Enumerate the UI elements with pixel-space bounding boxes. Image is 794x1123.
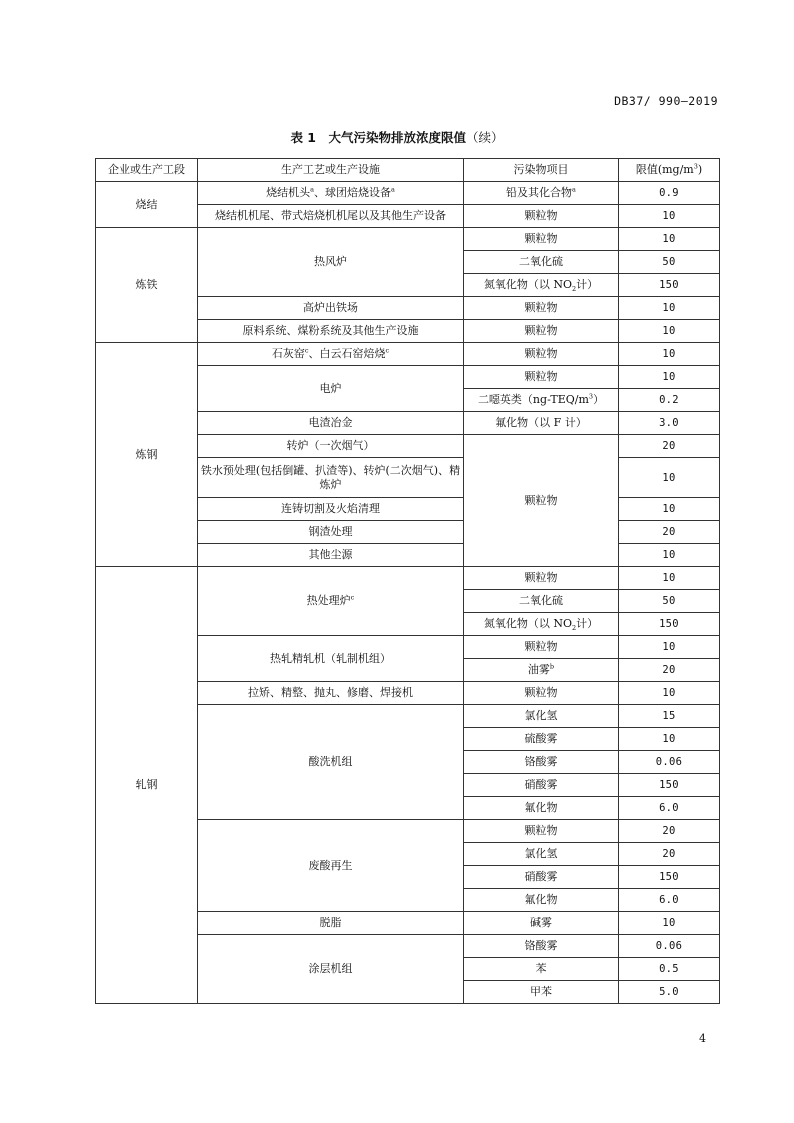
process-cell: 拉矫、精整、抛丸、修磨、焊接机 <box>198 682 464 705</box>
limit-cell: 50 <box>619 590 720 613</box>
limit-cell: 0.5 <box>619 958 720 981</box>
limit-cell: 3.0 <box>619 412 720 435</box>
header-limit: 限值$(mg/m^3)$ <box>619 159 720 182</box>
group-rolling: 轧钢 <box>96 567 198 1004</box>
process-cell: 涂层机组 <box>198 935 464 1004</box>
limit-cell: 6.0 <box>619 889 720 912</box>
pollutant-cell: 氟化物 <box>464 889 619 912</box>
pollutant-cell: 氟化物（以 F 计） <box>464 412 619 435</box>
pollutant-cell: 颗粒物 <box>464 636 619 659</box>
group-sinter: 烧结 <box>96 182 198 228</box>
limit-cell: 10 <box>619 297 720 320</box>
pollutant-cell: 颗粒物 <box>464 297 619 320</box>
limit-cell: 150 <box>619 774 720 797</box>
limit-cell: 0.9 <box>619 182 720 205</box>
table-title-text: 表 1 大气污染物排放浓度限值 <box>290 130 467 145</box>
limit-cell: 6.0 <box>619 797 720 820</box>
limit-cell: 20 <box>619 435 720 458</box>
limit-cell: 0.06 <box>619 751 720 774</box>
pollutant-cell: 甲苯 <box>464 981 619 1004</box>
emission-limits-table <box>95 158 720 1004</box>
process-cell: 石灰窑$^c$、白云石窑焙烧$^c$ <box>198 343 464 366</box>
header-stage: 企业或生产工段 <box>96 159 198 182</box>
pollutant-cell: 颗粒物 <box>464 820 619 843</box>
limit-cell: 50 <box>619 251 720 274</box>
limit-cell: 10 <box>619 228 720 251</box>
process-cell: 酸洗机组 <box>198 705 464 820</box>
pollutant-cell: 硫酸雾 <box>464 728 619 751</box>
process-cell: 电渣冶金 <box>198 412 464 435</box>
process-cell: 连铸切割及火焰清理 <box>198 498 464 521</box>
pollutant-cell: 氮氧化物（以 $NO_2$计） <box>464 613 619 636</box>
process-cell: 高炉出铁场 <box>198 297 464 320</box>
limit-cell: 15 <box>619 705 720 728</box>
table-row <box>96 343 720 366</box>
limit-cell: 20 <box>619 659 720 682</box>
pollutant-cell: 颗粒物 <box>464 682 619 705</box>
process-cell: 热轧精轧机（轧制机组） <box>198 636 464 682</box>
limit-cell: 10 <box>619 682 720 705</box>
process-cell: 烧结机机尾、带式焙烧机机尾以及其他生产设备 <box>198 205 464 228</box>
pollutant-cell: 硝酸雾 <box>464 774 619 797</box>
limit-cell: 10 <box>619 728 720 751</box>
limit-cell: 150 <box>619 866 720 889</box>
pollutant-cell: 苯 <box>464 958 619 981</box>
limit-cell: 10 <box>619 544 720 567</box>
pollutant-cell: 二氧化硫 <box>464 251 619 274</box>
pollutant-cell: 铬酸雾 <box>464 751 619 774</box>
process-cell: 其他尘源 <box>198 544 464 567</box>
table-row <box>96 228 720 251</box>
pollutant-cell: 二噁英类$(ng-TEQ/m^3)$ <box>464 389 619 412</box>
process-cell: 脱脂 <box>198 912 464 935</box>
table-title <box>0 128 794 146</box>
process-cell: 转炉（一次烟气） <box>198 435 464 458</box>
table-header-row <box>96 159 720 182</box>
limit-cell: 10 <box>619 205 720 228</box>
pollutant-cell: 颗粒物 <box>464 228 619 251</box>
limit-cell: 10 <box>619 912 720 935</box>
limit-cell: 10 <box>619 320 720 343</box>
process-cell: 铁水预处理(包括倒罐、扒渣等)、转炉(二次烟气)、精炼炉 <box>198 458 464 498</box>
process-cell: 废酸再生 <box>198 820 464 912</box>
page-number: 4 <box>699 1032 706 1045</box>
pollutant-cell: 颗粒物 <box>464 205 619 228</box>
pollutant-cell: 氟化物 <box>464 797 619 820</box>
pollutant-cell: 氯化氢 <box>464 843 619 866</box>
pollutant-cell: 二氧化硫 <box>464 590 619 613</box>
limit-cell: 5.0 <box>619 981 720 1004</box>
limit-cell: 10 <box>619 567 720 590</box>
table-row <box>96 182 720 205</box>
limit-cell: 10 <box>619 366 720 389</box>
pollutant-cell: 铅及其化合物$^a$ <box>464 182 619 205</box>
limit-cell: 150 <box>619 274 720 297</box>
limit-cell: 10 <box>619 498 720 521</box>
limit-cell: 0.06 <box>619 935 720 958</box>
header-pollutant: 污染物项目 <box>464 159 619 182</box>
process-cell: 热处理炉$^c$ <box>198 567 464 636</box>
table-row <box>96 567 720 590</box>
limit-cell: 0.2 <box>619 389 720 412</box>
pollutant-cell: 碱雾 <box>464 912 619 935</box>
pollutant-cell: 颗粒物 <box>464 320 619 343</box>
group-ironmaking: 炼铁 <box>96 228 198 343</box>
group-steelmaking: 炼钢 <box>96 343 198 567</box>
limit-cell: 20 <box>619 843 720 866</box>
table-title-continued: （续） <box>466 130 504 145</box>
header-process: 生产工艺或生产设施 <box>198 159 464 182</box>
document-code: DB37/ 990—2019 <box>614 94 718 108</box>
pollutant-cell: 颗粒物 <box>464 435 619 567</box>
limit-cell: 10 <box>619 458 720 498</box>
limit-cell: 10 <box>619 636 720 659</box>
pollutant-cell: 颗粒物 <box>464 343 619 366</box>
pollutant-cell: 铬酸雾 <box>464 935 619 958</box>
process-cell: 原料系统、煤粉系统及其他生产设施 <box>198 320 464 343</box>
pollutant-cell: 颗粒物 <box>464 366 619 389</box>
pollutant-cell: 颗粒物 <box>464 567 619 590</box>
process-cell: 烧结机头$^a$、球团焙烧设备$^a$ <box>198 182 464 205</box>
pollutant-cell: 氯化氢 <box>464 705 619 728</box>
limit-cell: 10 <box>619 343 720 366</box>
pollutant-cell: 氮氧化物（以 $NO_2$计） <box>464 274 619 297</box>
process-cell: 热风炉 <box>198 228 464 297</box>
limit-cell: 20 <box>619 521 720 544</box>
pollutant-cell: 油雾$^b$ <box>464 659 619 682</box>
limit-cell: 20 <box>619 820 720 843</box>
limit-cell: 150 <box>619 613 720 636</box>
process-cell: 电炉 <box>198 366 464 412</box>
pollutant-cell: 硝酸雾 <box>464 866 619 889</box>
process-cell: 钢渣处理 <box>198 521 464 544</box>
